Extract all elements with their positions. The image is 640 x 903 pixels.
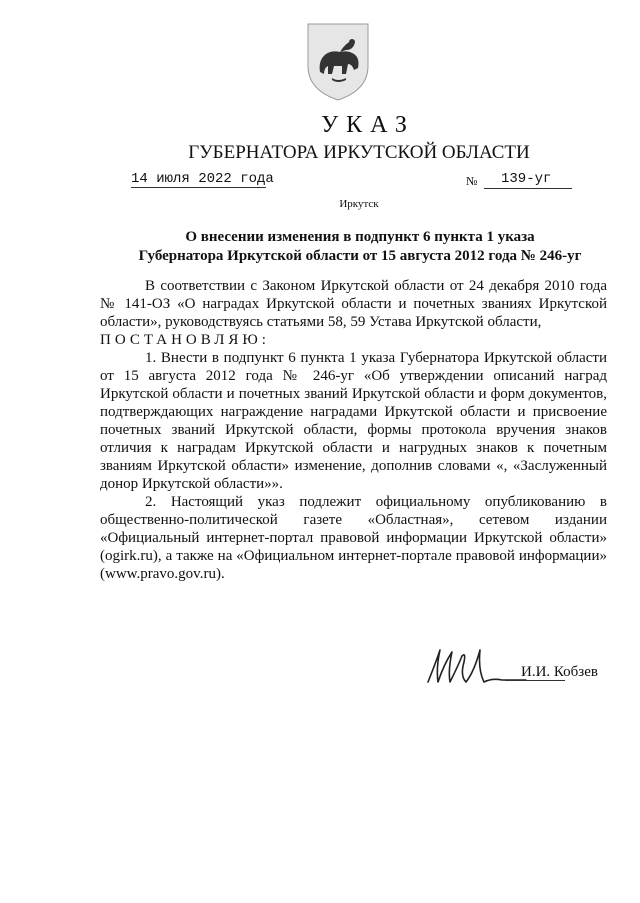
signatory-name: И.И. Кобзев <box>521 664 598 680</box>
city: Иркутск <box>339 198 379 210</box>
preamble: В соответствии с Законом Иркутской области от 24 декабря 2010 года № 141-ОЗ «О наградах Иркутской области и почетных званиях Иркутской области», руководствуясь статьями 58, 59 Устава Иркутской области, <box>100 278 607 330</box>
document-heading <box>100 228 620 266</box>
coat-of-arms-icon <box>302 20 374 102</box>
date-underline <box>131 187 266 188</box>
document-number: 139-уг <box>501 171 552 187</box>
number-label: № <box>466 174 478 188</box>
signature-line <box>505 680 565 681</box>
document-date: 14 июля 2022 года <box>131 171 274 187</box>
document-body <box>100 277 607 583</box>
issuer-title: ГУБЕРНАТОРА ИРКУТСКОЙ ОБЛАСТИ <box>188 142 530 163</box>
heading-line-1: О внесении изменения в подпункт 6 пункта 1 указа <box>185 229 535 245</box>
item-1: 1. Внести в подпункт 6 пункта 1 указа Губернатора Иркутской области от 15 августа 2012 года № 246-уг «Об утверждении описаний наград Иркутской области и почетных званий Иркутской области и форм документов, подтверждающих награждение наградами Иркутской области и присвоение почетных званий Иркутской области, формы протокола вручения знаков отличия к наградам Иркутской области и нагрудных знаков к почетным званиям Иркутской области» изменение, дополнив словами «, «Заслуженный донор Иркутской области»». <box>100 350 607 492</box>
document-type: УКАЗ <box>321 112 415 138</box>
decree-word: ПОСТАНОВЛЯЮ: <box>100 332 270 348</box>
item-2: 2. Настоящий указ подлежит официальному опубликованию в общественно-политической газете «Областная», сетевом издании «Официальный интернет-портал правовой информации Иркутской области» (ogirk.ru), а также на «Официальном интернет-портале правовой информации» (www.pravo.gov.ru). <box>100 494 607 582</box>
heading-line-2: Губернатора Иркутской области от 15 августа 2012 года № 246-уг <box>138 248 582 264</box>
handwritten-signature <box>422 642 532 690</box>
number-underline <box>484 188 572 189</box>
